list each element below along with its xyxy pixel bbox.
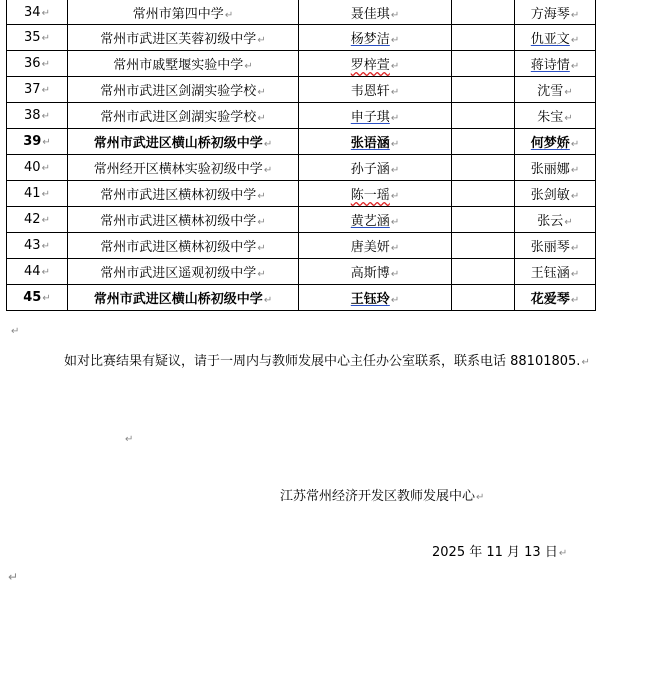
paragraph-mark: ↵ <box>390 139 400 150</box>
teacher-name: 张丽娜 <box>530 162 570 177</box>
student-name: 罗梓萱 <box>350 58 390 73</box>
paragraph-mark: ↵ <box>263 295 273 306</box>
table-row <box>7 0 596 25</box>
paragraph-mark: ↵ <box>564 217 573 228</box>
paragraph-mark: ↵ <box>390 9 400 21</box>
teacher-name-cell <box>515 77 596 103</box>
student-name: 张语涵 <box>350 136 390 151</box>
paragraph-mark: ↵ <box>570 269 580 280</box>
student-name-cell <box>299 259 452 285</box>
teacher-name: 何梦娇 <box>530 136 570 151</box>
school-name: 常州市武进区横山桥初级中学 <box>93 136 263 151</box>
row-number-cell <box>7 25 68 51</box>
blank-cell-cell <box>452 207 515 233</box>
school-name-cell <box>68 51 299 77</box>
school-name: 常州经开区横林实验初级中学 <box>93 162 263 177</box>
student-name: 申子琪 <box>350 110 390 125</box>
school-name: 常州市武进区横林初级中学 <box>100 188 257 203</box>
blank-cell-cell <box>452 259 515 285</box>
paragraph-mark: ↵ <box>390 295 400 306</box>
student-name-cell <box>299 103 452 129</box>
teacher-name-cell <box>515 207 596 233</box>
row-number-cell <box>7 207 68 233</box>
school-name: 常州市武进区横林初级中学 <box>100 214 257 229</box>
table-row <box>7 103 596 129</box>
paragraph-mark: ↵ <box>41 189 50 200</box>
teacher-name-cell <box>515 285 596 311</box>
teacher-name-cell <box>515 181 596 207</box>
school-name-cell <box>68 181 299 207</box>
paragraph-mark: ↵ <box>41 59 50 70</box>
teacher-name-cell <box>515 233 596 259</box>
paragraph-mark: ↵ <box>570 165 580 176</box>
blank-cell-cell <box>452 285 515 311</box>
paragraph-mark: ↵ <box>570 295 580 306</box>
row-number: 42 <box>24 212 41 227</box>
paragraph-mark: ↵ <box>570 61 580 72</box>
student-name: 黄艺涵 <box>350 214 390 229</box>
student-name-cell <box>299 233 452 259</box>
paragraph-mark: ↵ <box>257 113 266 124</box>
student-name-cell <box>299 129 452 155</box>
teacher-name: 张云 <box>537 214 564 229</box>
paragraph-mark: ↵ <box>41 215 50 226</box>
paragraph-mark: ↵ <box>41 111 50 122</box>
school-name: 常州市戚墅堰实验中学 <box>113 58 244 73</box>
teacher-name-cell <box>515 25 596 51</box>
row-number: 43 <box>24 238 41 253</box>
school-name-cell <box>68 233 299 259</box>
student-name-cell <box>299 285 452 311</box>
row-number: 40 <box>24 160 41 175</box>
row-number: 37 <box>24 82 41 97</box>
paragraph-mark: ↵ <box>390 217 400 228</box>
results-table <box>6 0 596 311</box>
teacher-name: 张剑敏 <box>530 188 570 203</box>
school-name: 常州市武进区芙蓉初级中学 <box>100 32 257 47</box>
row-number: 38 <box>24 108 41 123</box>
paragraph-mark: ↵ <box>570 35 580 46</box>
paragraph-mark: ↵ <box>390 243 400 254</box>
row-number: 44 <box>24 264 41 279</box>
row-number-cell <box>7 181 68 207</box>
teacher-name: 方海琴 <box>530 6 570 22</box>
row-number-cell <box>7 51 68 77</box>
paragraph-mark: ↵ <box>390 191 400 202</box>
row-number-cell <box>7 77 68 103</box>
organization-text: 江苏常州经济开发区教师发展中心 <box>280 489 476 504</box>
row-number-cell <box>7 285 68 311</box>
blank-cell-cell <box>452 129 515 155</box>
row-number: 36 <box>24 56 41 71</box>
teacher-name-cell <box>515 155 596 181</box>
paragraph-mark: ↵ <box>390 113 400 124</box>
notice-text: 如对比赛结果有疑议，请于一周内与教师发展中心主任办公室联系，联系电话 88101805. <box>64 354 581 369</box>
paragraph-mark: ↵ <box>390 87 400 98</box>
paragraph-mark: ↵ <box>263 165 273 176</box>
paragraph-mark: ↵ <box>390 269 400 280</box>
student-name: 孙子涵 <box>350 162 390 177</box>
row-number-cell <box>7 103 68 129</box>
paragraph-mark: ↵ <box>257 269 266 280</box>
paragraph-mark: ↵ <box>570 191 580 202</box>
paragraph-mark: ↵ <box>581 357 590 368</box>
student-name-cell <box>299 155 452 181</box>
teacher-name-cell <box>515 259 596 285</box>
paragraph-mark: ↵ <box>244 61 253 72</box>
blank-cell-cell <box>452 155 515 181</box>
school-name-cell <box>68 0 299 25</box>
row-number: 39 <box>23 134 42 149</box>
signature-organization <box>280 485 484 504</box>
row-number: 35 <box>24 30 41 45</box>
student-name-cell <box>299 51 452 77</box>
notice-paragraph <box>64 350 590 369</box>
table-row <box>7 25 596 51</box>
paragraph-mark: ↵ <box>42 293 51 304</box>
paragraph-mark: ↵ <box>257 217 266 228</box>
teacher-name: 仇亚文 <box>530 32 570 47</box>
paragraph-mark: ↵ <box>257 35 266 46</box>
teacher-name: 蒋诗情 <box>530 58 570 73</box>
paragraph-mark: ↵ <box>390 61 400 72</box>
teacher-name: 王钰涵 <box>530 266 570 281</box>
table-row <box>7 155 596 181</box>
row-number-cell <box>7 129 68 155</box>
teacher-name-cell <box>515 129 596 155</box>
teacher-name-cell <box>515 103 596 129</box>
school-name-cell <box>68 207 299 233</box>
student-name-cell <box>299 25 452 51</box>
table-row <box>7 285 596 311</box>
paragraph-mark: ↵ <box>41 85 50 96</box>
paragraph-mark: ↵ <box>558 548 568 559</box>
paragraph-mark: ↵ <box>390 165 400 176</box>
table-row <box>7 129 596 155</box>
table-row <box>7 77 596 103</box>
blank-cell-cell <box>452 233 515 259</box>
row-number: 41 <box>24 186 41 201</box>
row-number-cell <box>7 259 68 285</box>
paragraph-mark: ↵ <box>41 163 50 174</box>
table-row <box>7 51 596 77</box>
paragraph-mark: ↵ <box>224 9 234 21</box>
blank-cell-cell <box>452 0 515 25</box>
paragraph-mark: ↵ <box>570 243 580 254</box>
student-name: 高斯博 <box>350 266 390 281</box>
school-name: 常州市武进区横林初级中学 <box>100 240 257 255</box>
school-name-cell <box>68 77 299 103</box>
table-row <box>7 181 596 207</box>
student-name: 韦恩轩 <box>350 84 390 99</box>
school-name: 常州市武进区横山桥初级中学 <box>93 292 263 307</box>
teacher-name: 花爱琴 <box>530 292 570 307</box>
blank-cell-cell <box>452 181 515 207</box>
student-name: 王钰玲 <box>350 292 390 307</box>
row-number-cell <box>7 233 68 259</box>
student-name-cell <box>299 77 452 103</box>
paragraph-mark: ↵ <box>476 492 485 503</box>
paragraph-mark: ↵ <box>8 570 19 584</box>
row-number-cell <box>7 0 68 25</box>
paragraph-mark: ↵ <box>41 267 50 278</box>
student-name: 陈一瑶 <box>350 188 390 203</box>
paragraph-mark: ↵ <box>257 243 266 254</box>
student-name-cell <box>299 207 452 233</box>
school-name-cell <box>68 285 299 311</box>
student-name: 杨梦洁 <box>350 32 390 47</box>
school-name-cell <box>68 259 299 285</box>
school-name-cell <box>68 129 299 155</box>
table-row <box>7 233 596 259</box>
student-name: 唐美妍 <box>350 240 390 255</box>
signature-date <box>432 541 567 560</box>
row-number: 45 <box>23 290 42 305</box>
school-name-cell <box>68 25 299 51</box>
paragraph-mark: ↵ <box>570 139 580 150</box>
school-name: 常州市武进区剑湖实验学校 <box>100 84 257 99</box>
school-name: 常州市武进区遥观初级中学 <box>100 266 257 281</box>
blank-cell-cell <box>452 51 515 77</box>
date-text: 2025 年 11 月 13 日 <box>432 545 558 560</box>
student-name: 聂佳琪 <box>350 6 390 22</box>
paragraph-mark: ↵ <box>257 87 266 98</box>
paragraph-mark: ↵ <box>41 7 50 19</box>
teacher-name: 沈雪 <box>537 84 564 99</box>
teacher-name-cell <box>515 0 596 25</box>
paragraph-mark: ↵ <box>257 191 266 202</box>
school-name: 常州市第四中学 <box>132 6 224 22</box>
blank-cell-cell <box>452 103 515 129</box>
paragraph-mark: ↵ <box>564 87 573 98</box>
student-name-cell <box>299 181 452 207</box>
row-number: 34 <box>24 4 41 20</box>
paragraph-mark: ↵ <box>11 326 20 337</box>
row-number-cell <box>7 155 68 181</box>
student-name-cell <box>299 0 452 25</box>
table-row <box>7 207 596 233</box>
school-name-cell <box>68 155 299 181</box>
teacher-name-cell <box>515 51 596 77</box>
paragraph-mark: ↵ <box>41 241 50 252</box>
blank-cell-cell <box>452 25 515 51</box>
results-table-body <box>7 0 596 311</box>
paragraph-mark: ↵ <box>390 35 400 46</box>
blank-cell-cell <box>452 77 515 103</box>
table-row <box>7 259 596 285</box>
school-name: 常州市武进区剑湖实验学校 <box>100 110 257 125</box>
paragraph-mark: ↵ <box>570 9 580 21</box>
paragraph-mark: ↵ <box>42 137 51 148</box>
paragraph-mark: ↵ <box>41 33 50 44</box>
paragraph-mark: ↵ <box>564 113 573 124</box>
teacher-name: 朱宝 <box>537 110 564 125</box>
teacher-name: 张丽琴 <box>530 240 570 255</box>
paragraph-mark: ↵ <box>125 434 134 445</box>
paragraph-mark: ↵ <box>263 139 273 150</box>
school-name-cell <box>68 103 299 129</box>
